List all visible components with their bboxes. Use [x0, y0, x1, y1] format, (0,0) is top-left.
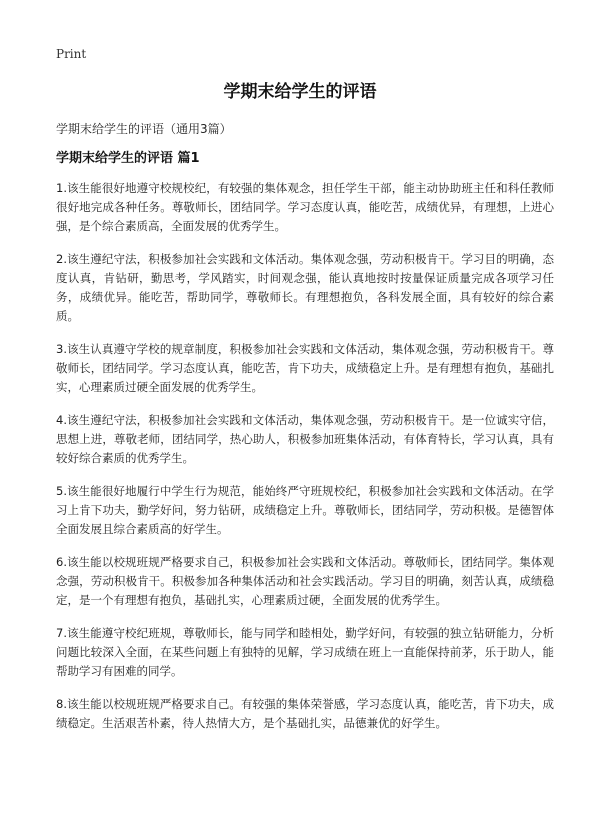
- comment-item-5: 5.该生能很好地履行中学生行为规范，能始终严守班规校纪，积极参加社会实践和文体活动。在学习上肯下功夫，勤学好问，努力钻研，成绩稳定上升。尊敬师长，团结同学，劳动积极。是德智体全面发展且综合素质高的好学生。: [56, 484, 554, 536]
- comment-item-6: 6.该生能以校规班规严格要求自己，积极参加社会实践和文体活动。尊敬师长，团结同学。集体观念强，劳动积极肯干。积极参加各种集体活动和社会实践活动。学习目的明确，刻苦认真，成绩稳定，是一个有理想有抱负，基础扎实，心理素质过硬，全面发展的优秀学生。: [56, 555, 554, 607]
- print-link[interactable]: Print: [56, 47, 87, 61]
- comment-item-8: 8.该生能以校规班规严格要求自己。有较强的集体荣誉感，学习态度认真，能吃苦，肯下功夫，成绩稳定。生活艰苦朴素，待人热情大方，是个基础扎实，品德兼优的好学生。: [56, 697, 554, 730]
- document-subtitle: 学期末给学生的评语（通用3篇）: [56, 122, 232, 136]
- comment-item-4: 4.该生遵纪守法，积极参加社会实践和文体活动，集体观念强，劳动积极肯干。是一位诚实守信，思想上进，尊敬老师，团结同学，热心助人，积极参加班集体活动，有体育特长，学习认真，具有较好综合素质的优秀学生。: [56, 413, 554, 465]
- comment-item-2: 2.该生遵纪守法，积极参加社会实践和文体活动。集体观念强，劳动积极肯干。学习目的明确，态度认真，肯钻研，勤思考，学风踏实，时间观念强，能认真地按时按量保证质量完成各项学习任务，成绩优异。能吃苦，帮助同学，尊敬师长。有理想抱负，各科发展全面，具有较好的综合素质。: [56, 252, 554, 323]
- comment-item-7: 7.该生能遵守校纪班规，尊敬师长，能与同学和睦相处，勤学好问，有较强的独立钻研能力，分析问题比较深入全面，在某些问题上有独特的见解，学习成绩在班上一直能保持前茅，乐于助人，能帮助学习有困难的同学。: [56, 626, 554, 678]
- comment-item-3: 3.该生认真遵守学校的规章制度，积极参加社会实践和文体活动，集体观念强，劳动积极肯干。尊敬师长，团结同学。学习态度认真，能吃苦，肯下功夫，成绩稳定上升。是有理想有抱负，基础扎实，心理素质过硬全面发展的优秀学生。: [56, 342, 554, 394]
- page-title: 学期末给学生的评语: [223, 82, 377, 102]
- comment-list: [56, 179, 554, 747]
- section-heading: 学期末给学生的评语 篇1: [56, 151, 200, 166]
- comment-item-1: 1.该生能很好地遵守校规校纪，有较强的集体观念，担任学生干部，能主动协助班主任和科任教师很好地完成各种任务。尊敬师长，团结同学。学习态度认真，能吃苦，成绩优异，有理想，上进心强，是个综合素质高，全面发展的优秀学生。: [56, 181, 554, 233]
